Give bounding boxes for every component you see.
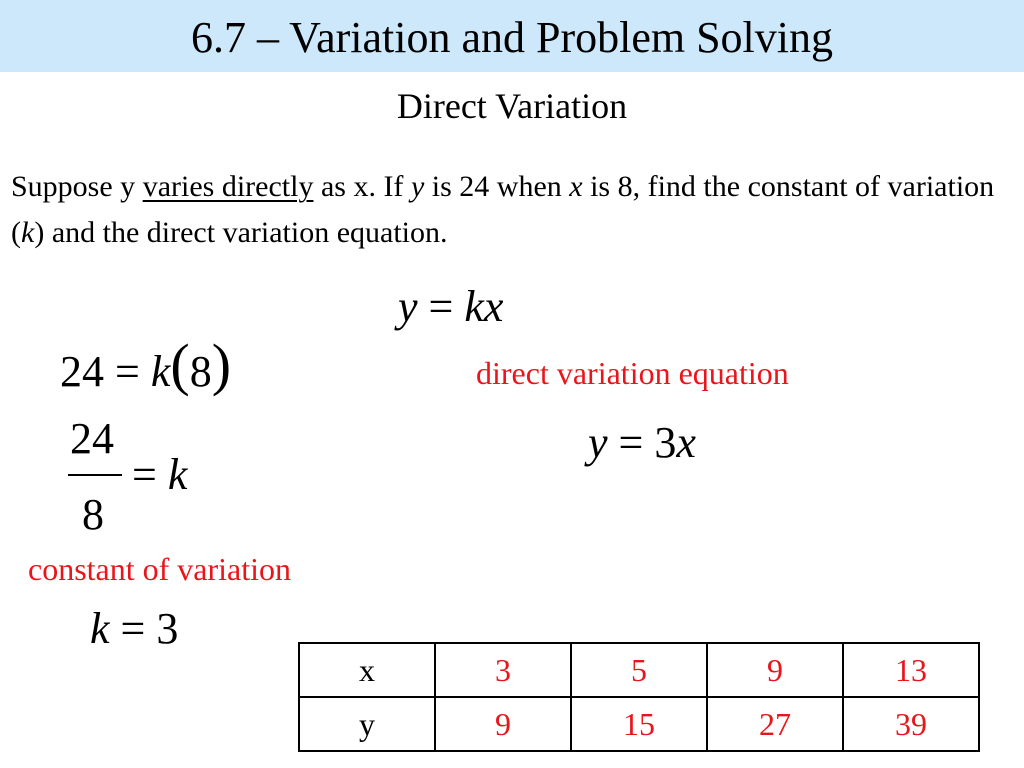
direct-variation-equation-label: direct variation equation xyxy=(476,355,789,391)
problem-text: is 8, find the constant of variation ( xyxy=(11,170,995,249)
table-cell-y: 9 xyxy=(435,697,571,751)
general-eq-rhs: kx xyxy=(464,282,504,331)
constant-value: = 3 xyxy=(109,604,179,653)
general-eq-y: y xyxy=(398,282,418,331)
problem-underlined-term: varies directly xyxy=(142,170,314,203)
values-table xyxy=(298,642,980,752)
final-eq-y: y xyxy=(588,418,608,467)
problem-var-y: y xyxy=(410,170,425,203)
table-header-x: x xyxy=(299,643,435,697)
problem-text: Suppose y xyxy=(11,170,143,203)
problem-statement xyxy=(11,164,1015,256)
table-cell-x: 13 xyxy=(843,643,979,697)
final-equation xyxy=(588,418,696,468)
open-paren: ( xyxy=(170,332,190,397)
table-header-y: y xyxy=(299,697,435,751)
fraction-denominator: 8 xyxy=(82,490,104,539)
close-paren: ) xyxy=(211,332,232,397)
final-eq-rhs: = 3 xyxy=(607,418,677,467)
table-cell-x: 3 xyxy=(435,643,571,697)
problem-var-x: x xyxy=(569,170,583,203)
general-equation xyxy=(398,282,503,332)
table-cell-y: 15 xyxy=(571,697,707,751)
table-cell-y: 27 xyxy=(707,697,843,751)
fraction-equals: = xyxy=(132,450,168,499)
final-eq-x: x xyxy=(676,418,696,467)
table-cell-y: 39 xyxy=(843,697,979,751)
constant-result xyxy=(90,604,178,654)
substitution-lhs: 24 = xyxy=(60,347,151,396)
problem-text: is 24 when xyxy=(424,170,570,203)
table-row-x xyxy=(299,643,979,697)
substitution-k: k xyxy=(150,347,171,396)
constant-k: k xyxy=(90,604,110,653)
slide-subtitle: Direct Variation xyxy=(396,86,628,126)
table-cell-x: 9 xyxy=(707,643,843,697)
fraction-k: k xyxy=(167,450,188,499)
substitution-equation xyxy=(60,332,232,397)
problem-text: as x. If xyxy=(313,170,411,203)
slide-title: 6.7 – Variation and Problem Solving xyxy=(190,13,834,62)
fraction-numerator: 24 xyxy=(70,414,114,463)
constant-of-variation-label: constant of variation xyxy=(28,551,292,587)
general-eq-equals: = xyxy=(417,282,465,331)
fraction-bar xyxy=(68,474,122,476)
problem-var-k: k xyxy=(21,216,35,249)
substitution-value: 8 xyxy=(189,347,212,396)
table-cell-x: 5 xyxy=(571,643,707,697)
table-row-y xyxy=(299,697,979,751)
fraction-result xyxy=(132,450,187,500)
problem-text: ) and the direct variation equation. xyxy=(34,216,448,249)
